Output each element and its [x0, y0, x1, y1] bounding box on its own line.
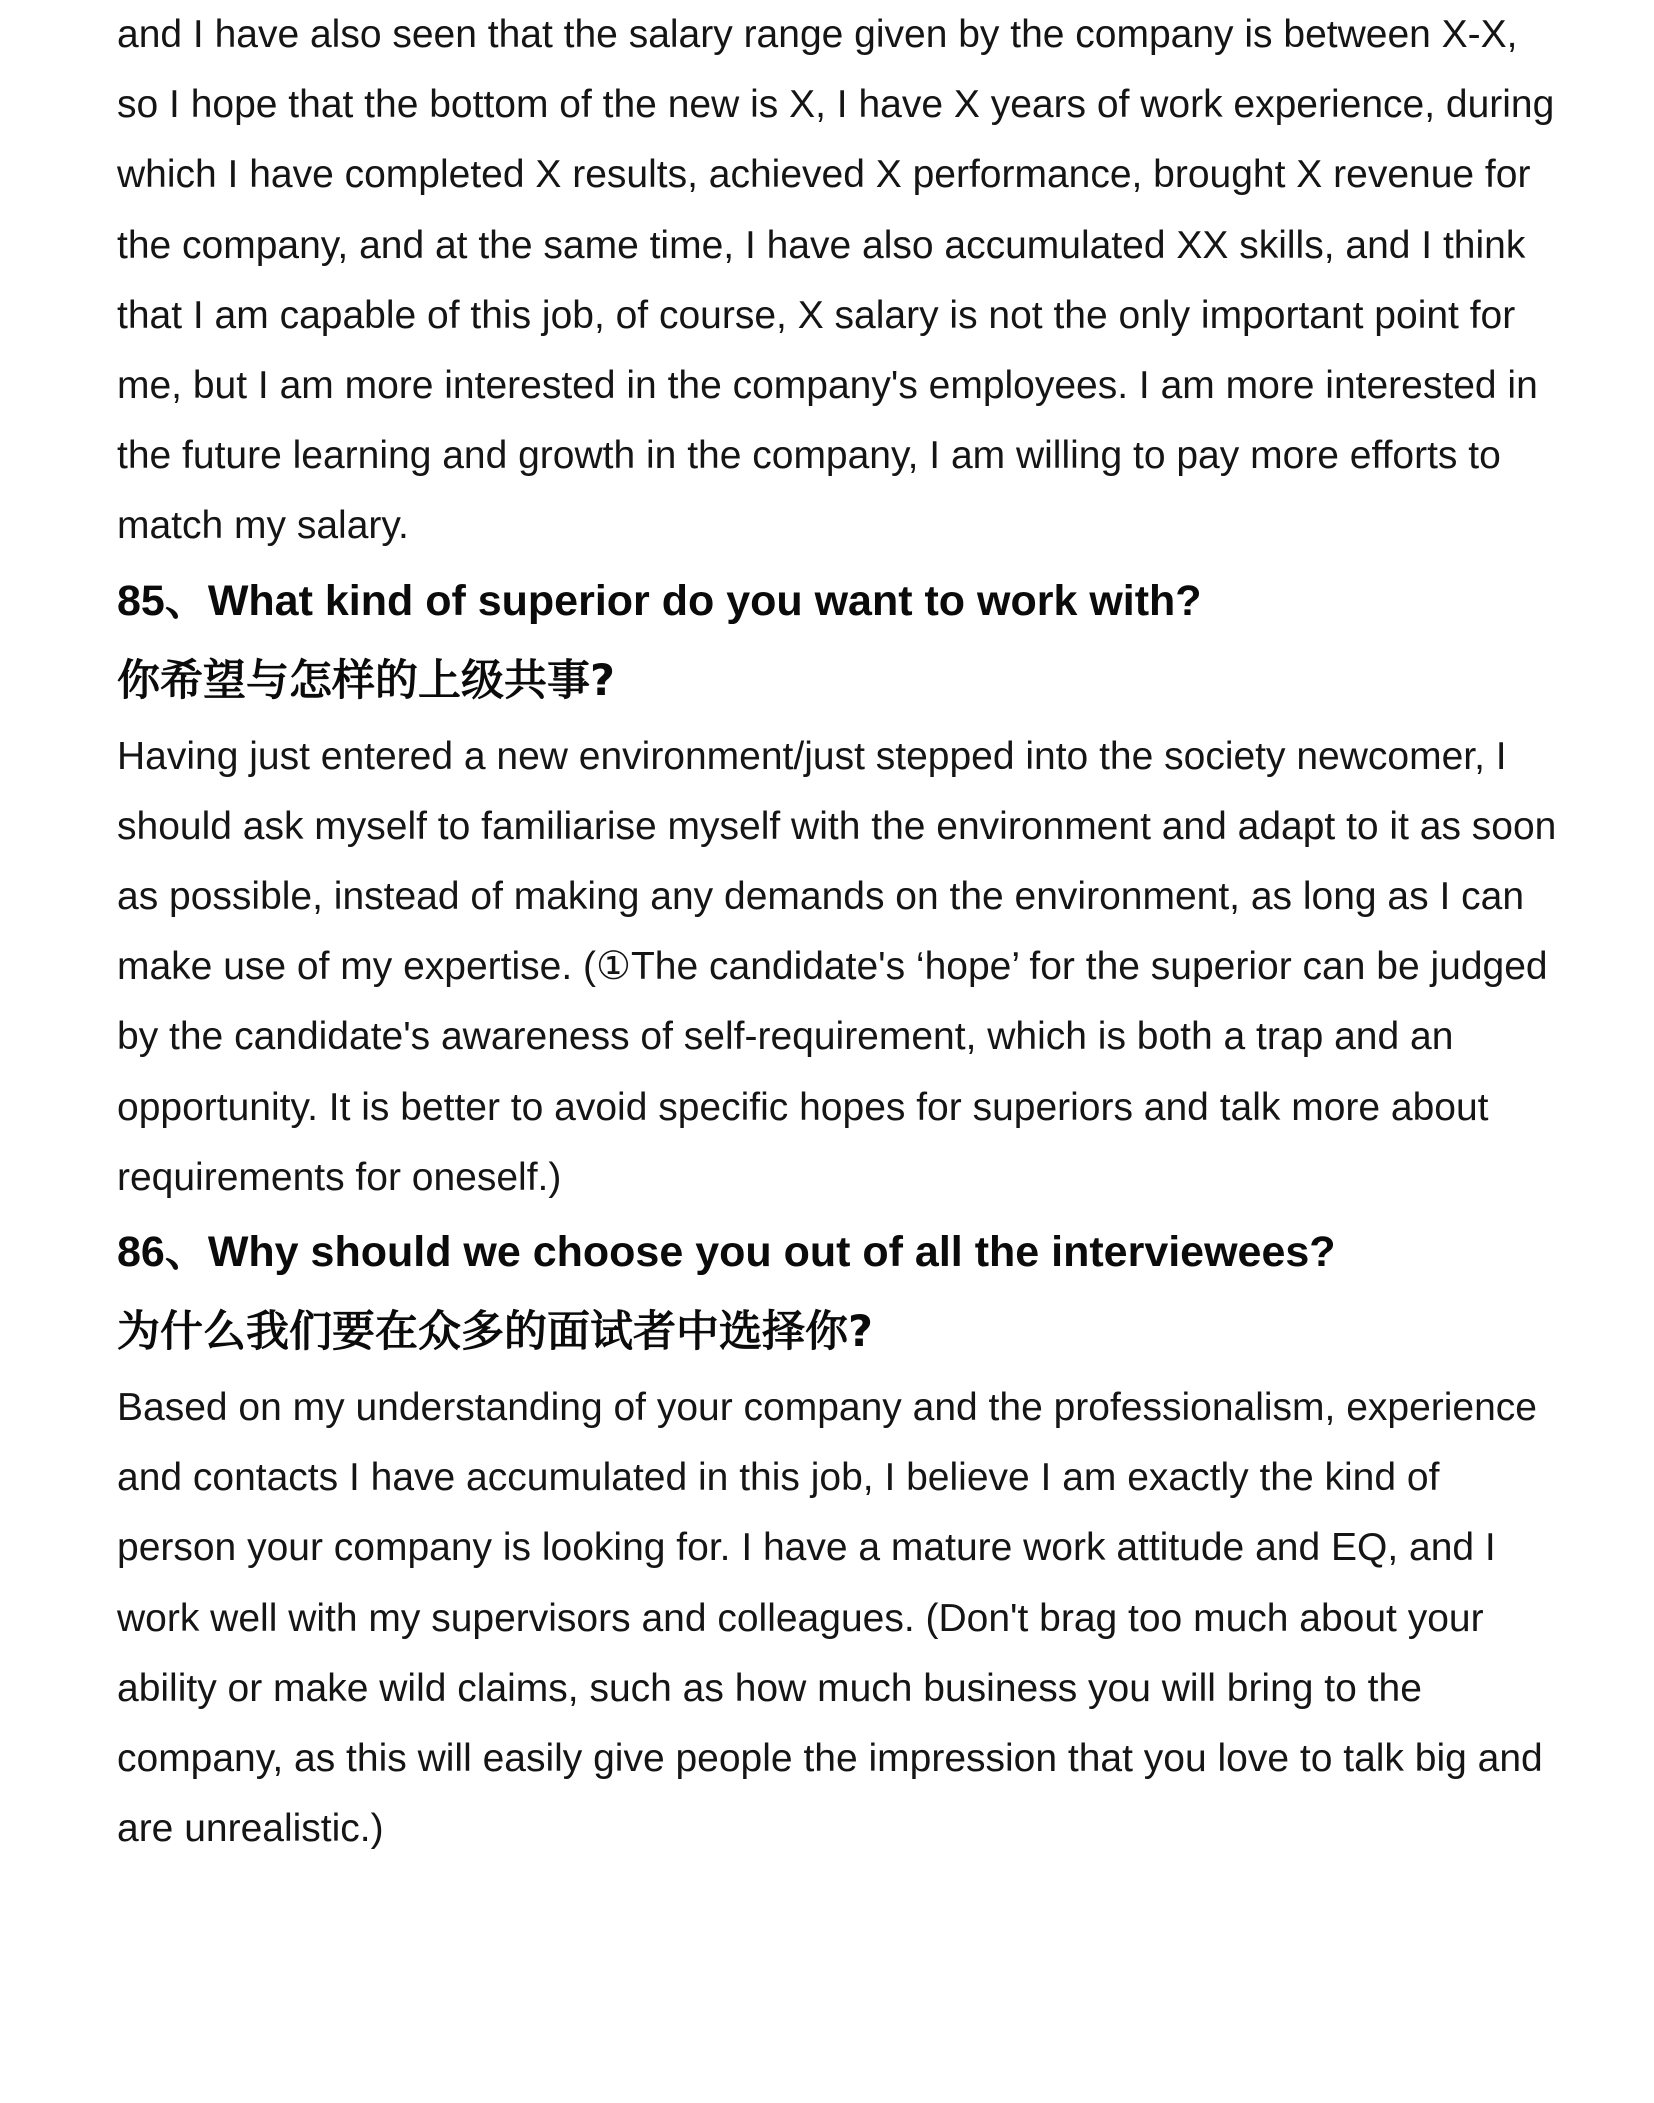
- question-86: [117, 1213, 1557, 1864]
- continuation-paragraph: and I have also seen that the salary range given by the company is between X-X, so I hope that the bottom of the new is X, I have X years of work experience, during which I have completed X results, achieved X performance, brought X revenue for the company, and at the same time, I have also accumulated XX skills, and I think that I am capable of this job, of course, X salary is not the only important point for me, but I am more interested in the company's employees. I am more interested in the future learning and growth in the company, I am willing to pay more efforts to match my salary.: [117, 13, 1555, 548]
- question-85: [117, 562, 1557, 1213]
- document-content: [117, 0, 1557, 1864]
- question-86-title-en: 86、Why should we choose you out of all the interviewees?: [117, 1228, 1336, 1277]
- question-86-answer: Based on my understanding of your company and the professionalism, experience and contacts I have accumulated in this job, I believe I am exactly the kind of person your company is looking for. I have a mature work attitude and EQ, and I work well with my supervisors and colleagues. (Don't brag too much about your ability or make wild claims, such as how much business you will bring to the company, as this will easily give people the impression that you love to talk big and are unrealistic.): [117, 1386, 1543, 1851]
- question-85-title-en: 85、What kind of superior do you want to work with?: [117, 576, 1202, 625]
- question-85-title-zh: 你希望与怎样的上级共事?: [117, 655, 615, 706]
- question-86-title-zh: 为什么我们要在众多的面试者中选择你?: [117, 1307, 873, 1358]
- question-85-answer: Having just entered a new environment/just stepped into the society newcomer, I should ask myself to familiarise myself with the environment and adapt to it as soon as possible, instead of making any demands on the environment, as long as I can make use of my expertise. (①The candidate's ‘hope’ for the superior can be judged by the candidate's awareness of self-requirement, which is both a trap and an opportunity. It is better to avoid specific hopes for superiors and talk more about requirements for oneself.): [117, 734, 1557, 1199]
